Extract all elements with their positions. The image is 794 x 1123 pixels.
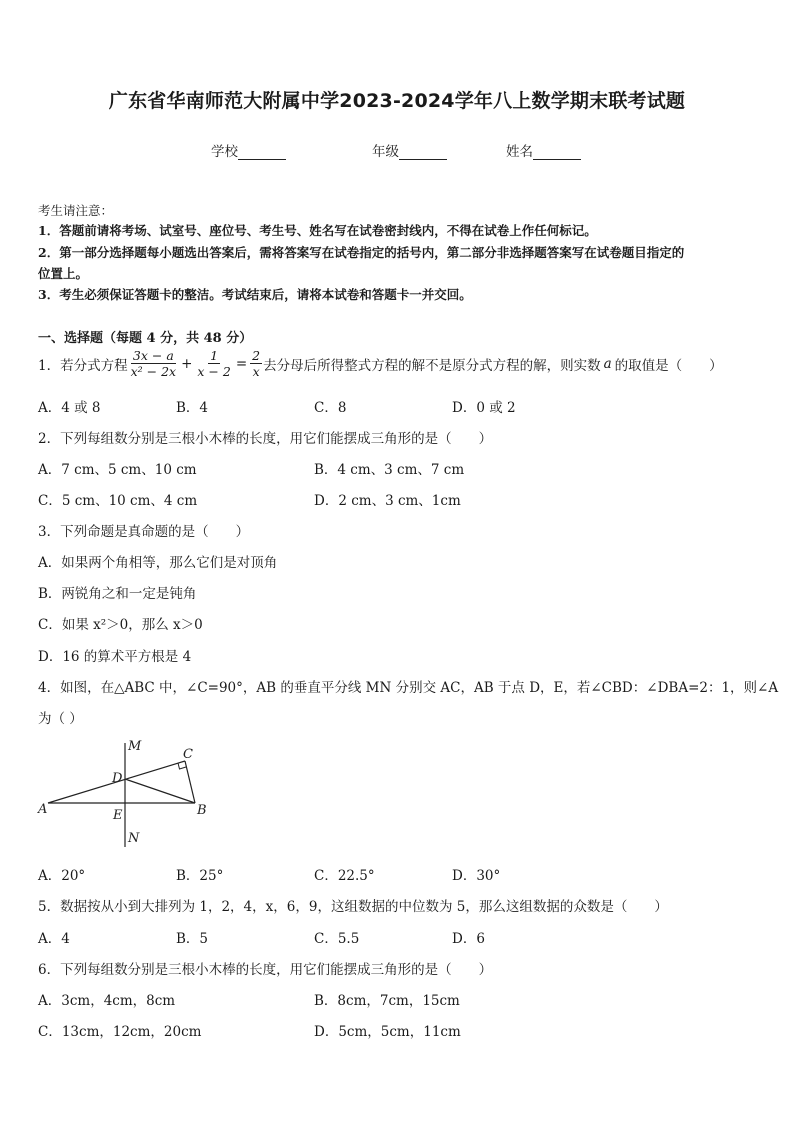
q1-suffix-a: 去分母后所得整式方程的解不是原分式方程的解，则实数 bbox=[263, 357, 601, 374]
q5-option-a: A．4 bbox=[38, 931, 70, 947]
q5-option-d: D．6 bbox=[452, 931, 485, 947]
grade-blank bbox=[399, 146, 447, 160]
q1-option-c: C．8 bbox=[314, 400, 347, 416]
q4-option-b: B．25° bbox=[176, 868, 224, 884]
question-5: 5．数据按从小到大排列为 1，2，4，x，6，9，这组数据的中位数为 5，那么这组数据的众数是（ ） bbox=[38, 899, 668, 915]
q2-option-c: C．5 cm、10 cm、4 cm bbox=[38, 493, 198, 509]
name-label: 姓名 bbox=[506, 144, 533, 160]
q1-equals: = bbox=[235, 355, 248, 372]
q5-option-b: B．5 bbox=[176, 931, 209, 947]
q1-prefix: 1．若分式方程 bbox=[38, 357, 128, 374]
question-2: 2．下列每组数分别是三根小木棒的长度，用它们能摆成三角形的是（ ） bbox=[38, 431, 493, 447]
note-item-2b: 位置上。 bbox=[38, 266, 89, 281]
q6-option-c: C．13cm，12cm，20cm bbox=[38, 1024, 202, 1040]
q1-option-d: D．0 或 2 bbox=[452, 400, 516, 416]
q2-option-d: D．2 cm、3 cm、1cm bbox=[314, 493, 461, 509]
grade-label: 年级 bbox=[372, 144, 399, 160]
q1-plus: + bbox=[181, 355, 193, 372]
name-field bbox=[506, 140, 581, 160]
label-m: M bbox=[128, 739, 142, 754]
label-d: D bbox=[112, 771, 123, 786]
grade-field bbox=[372, 140, 447, 160]
q6-option-a: A．3cm，4cm，8cm bbox=[38, 993, 176, 1009]
q1-option-a: A．4 或 8 bbox=[38, 400, 101, 416]
q1-suffix-b: 的取值是（ ） bbox=[614, 357, 723, 374]
question-1 bbox=[38, 348, 723, 379]
q1-option-b: B．4 bbox=[176, 400, 209, 416]
label-n: N bbox=[128, 831, 140, 846]
q1-f2-denominator: x − 2 bbox=[197, 364, 231, 379]
label-e: E bbox=[113, 808, 123, 823]
segment-db bbox=[125, 779, 195, 803]
q2-option-a: A．7 cm、5 cm、10 cm bbox=[38, 462, 197, 478]
q3-option-b: B．两锐角之和一定是钝角 bbox=[38, 586, 197, 602]
q3-option-c: C．如果 x²＞0，那么 x＞0 bbox=[38, 617, 203, 633]
exam-title: 广东省华南师范大附属中学2023-2024学年八上数学期末联考试题 bbox=[108, 90, 686, 112]
q1-variable: a bbox=[603, 355, 612, 372]
q6-option-b: B．8cm，7cm，15cm bbox=[314, 993, 460, 1009]
q3-option-a: A．如果两个角相等，那么它们是对顶角 bbox=[38, 555, 278, 571]
school-field bbox=[211, 140, 286, 160]
question-3: 3．下列命题是真命题的是（ ） bbox=[38, 524, 250, 540]
triangle-figure bbox=[30, 735, 230, 855]
q1-f2-numerator: 1 bbox=[210, 348, 219, 363]
q6-option-d: D．5cm，5cm，11cm bbox=[314, 1024, 461, 1040]
q5-option-c: C．5.5 bbox=[314, 931, 360, 947]
q1-fraction-2 bbox=[195, 348, 232, 379]
note-item-1: 1．答题前请将考场、试室号、座位号、考生号、姓名写在试卷密封线内，不得在试卷上作任何标记。 bbox=[38, 223, 597, 238]
school-label: 学校 bbox=[211, 144, 238, 160]
q4-option-a: A．20° bbox=[38, 868, 86, 884]
school-blank bbox=[238, 146, 286, 160]
q4-option-d: D．30° bbox=[452, 868, 501, 884]
right-angle-mark bbox=[178, 763, 186, 769]
label-b: B bbox=[197, 803, 207, 818]
note-item-3: 3．考生必须保证答题卡的整洁。考试结束后，请将本试卷和答题卡一并交回。 bbox=[38, 287, 472, 302]
question-4-line-1: 4．如图，在△ABC 中，∠C=90°，AB 的垂直平分线 MN 分别交 AC，AB 于点 D，E，若∠CBD：∠DBA=2：1，则∠A bbox=[38, 680, 779, 696]
q3-option-d: D．16 的算术平方根是 4 bbox=[38, 649, 192, 665]
question-4-line-2: 为（ ） bbox=[38, 711, 83, 727]
label-a: A bbox=[38, 802, 48, 817]
q1-f3-numerator: 2 bbox=[252, 348, 261, 363]
notes-heading: 考生请注意： bbox=[38, 203, 114, 218]
q1-f1-denominator: x² − 2x bbox=[130, 364, 177, 379]
q1-f3-denominator: x bbox=[252, 364, 260, 379]
q2-option-b: B．4 cm、3 cm、7 cm bbox=[314, 462, 465, 478]
section-1-heading: 一、选择题（每题 4 分，共 48 分） bbox=[38, 331, 253, 346]
q1-fraction-1 bbox=[129, 348, 178, 379]
segment-cb bbox=[185, 761, 195, 803]
q1-fraction-3 bbox=[250, 348, 262, 379]
note-item-2a: 2．第一部分选择题每小题选出答案后，需将答案写在试卷指定的括号内，第二部分非选择题答案写在试卷题目指定的 bbox=[38, 245, 685, 260]
q4-option-c: C．22.5° bbox=[314, 868, 375, 884]
q1-f1-numerator: 3x − a bbox=[132, 348, 174, 363]
name-blank bbox=[533, 146, 581, 160]
label-c: C bbox=[183, 747, 193, 762]
question-6: 6．下列每组数分别是三根小木棒的长度，用它们能摆成三角形的是（ ） bbox=[38, 962, 493, 978]
